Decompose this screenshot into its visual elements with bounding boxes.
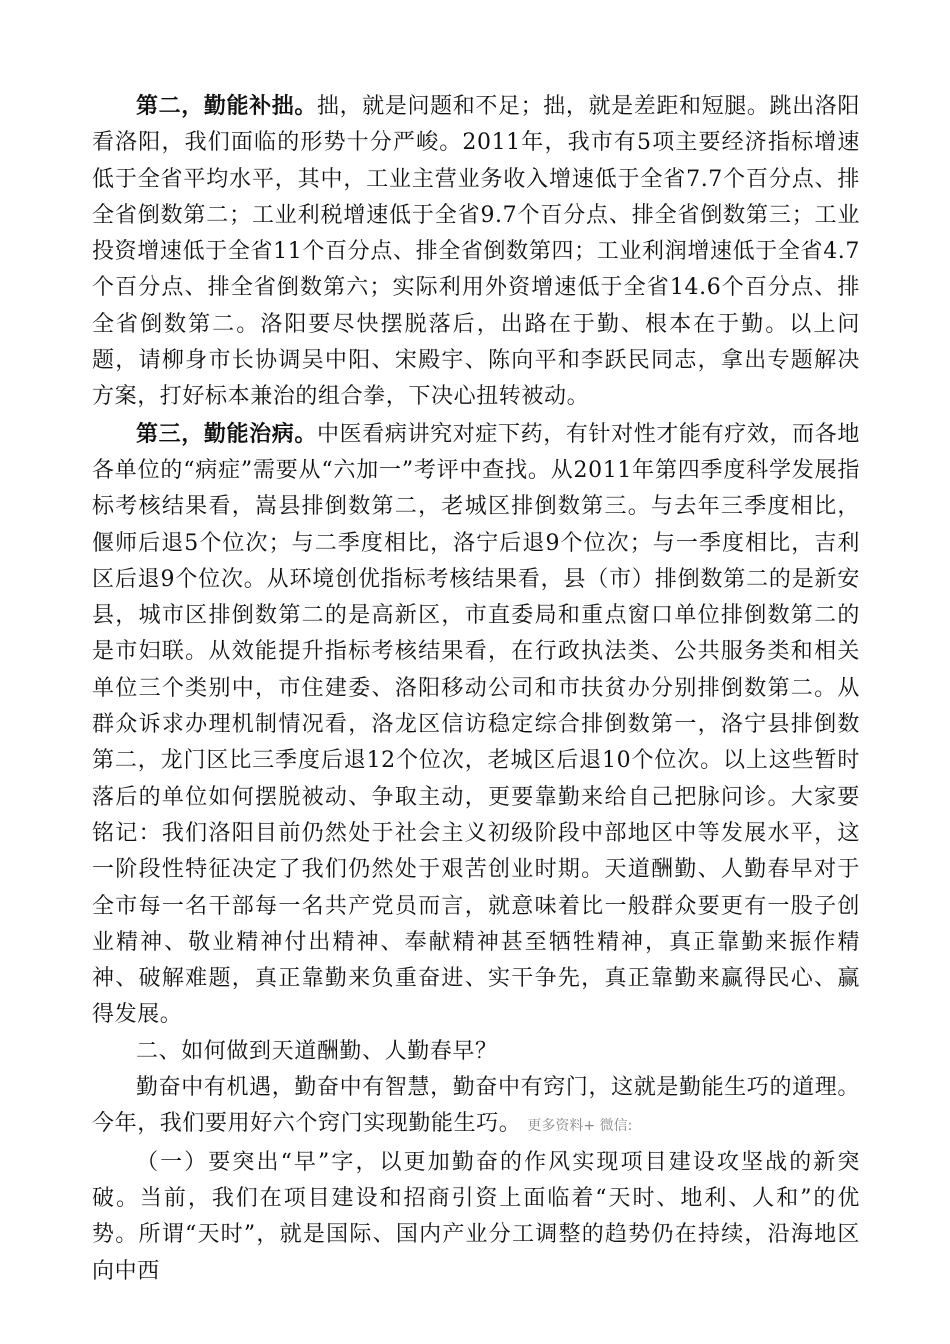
wechat-note: 更多资料+ 微信:	[527, 1118, 633, 1135]
paragraph-lead-second: 第二，勤能补拙。	[136, 93, 318, 119]
paragraph-text-intro: 勤奋中有机遇，勤奋中有智慧，勤奋中有窍门，这就是勤能生巧的道理。今年，我们要用好六个窍门实现勤能生巧。	[92, 1075, 860, 1137]
paragraph-second-point	[92, 88, 860, 416]
paragraph-intro-six-methods	[92, 1070, 860, 1145]
section-heading: 二、如何做到天道酬勤、人勤春早？	[136, 1038, 498, 1064]
paragraph-text-first-method: （一）要突出“早”字，以更加勤奋的作风实现项目建设攻坚战的新突破。当前，我们在项目建设和招商引资上面临着“天时、地利、人和”的优势。所谓“天时”，就是国际、国内产业分工调整的趋势仍在持续，沿海地区向中西	[92, 1149, 860, 1284]
paragraph-text-second: 拙，就是问题和不足；拙，就是差距和短腿。跳出洛阳看洛阳，我们面临的形势十分严峻。2011年，我市有5项主要经济指标增速低于全省平均水平，其中，工业主营业务收入增速低于全省7.7个百分点、排全省倒数第二；工业利税增速低于全省9.7个百分点、排全省倒数第三；工业投资增速低于全省11个百分点、排全省倒数第四；工业利润增速低于全省4.7个百分点、排全省倒数第六；实际利用外资增速低于全省14.6个百分点、排全省倒数第二。洛阳要尽快摆脱落后，出路在于勤、根本在于勤。以上问题，请柳身市长协调吴中阳、宋殿宇、陈向平和李跃民同志，拿出专题解决方案，打好标本兼治的组合拳，下决心扭转被动。	[92, 94, 860, 410]
paragraph-first-method	[92, 1145, 860, 1290]
paragraph-third-point	[92, 416, 860, 1034]
paragraph-lead-third: 第三，勤能治病。	[136, 420, 318, 447]
document-body	[92, 88, 860, 1290]
paragraph-text-third: 中医看病讲究对症下药，有针对性才能有疗效，而各地各单位的“病症”需要从“六加一”考评中查找。从2011年第四季度科学发展指标考核结果看，嵩县排倒数第二，老城区排倒数第三。与去年三季度相比，偃师后退5个位次；与二季度相比，洛宁后退9个位次；与一季度相比，吉利区后退9个位次。从环境创优指标考核结果看，县（市）排倒数第二的是新安县，城市区排倒数第二的是高新区，市直委局和重点窗口单位排倒数第二的是市妇联。从效能提升指标考核结果看，在行政执法类、公共服务类和相关单位三个类别中，市住建委、洛阳移动公司和市扶贫办分别排倒数第二。从群众诉求办理机制情况看，洛龙区信访稳定综合排倒数第一，洛宁县排倒数第二，龙门区比三季度后退12个位次，老城区后退10个位次。以上这些暂时落后的单位如何摆脱被动、争取主动，更要靠勤来给自己把脉问诊。大家要铭记：我们洛阳目前仍然处于社会主义初级阶段中部地区中等发展水平，这一阶段性特征决定了我们仍然处于艰苦创业时期。天道酬勤、人勤春早对于全市每一名干部每一名共产党员而言，就意味着比一般群众要更有一股子创业精神、敬业精神付出精神、奉献精神甚至牺牲精神，真正靠勤来振作精神、破解难题，真正靠勤来负重奋进、实干争先，真正靠勤来赢得民心、赢得发展。	[92, 421, 860, 1028]
